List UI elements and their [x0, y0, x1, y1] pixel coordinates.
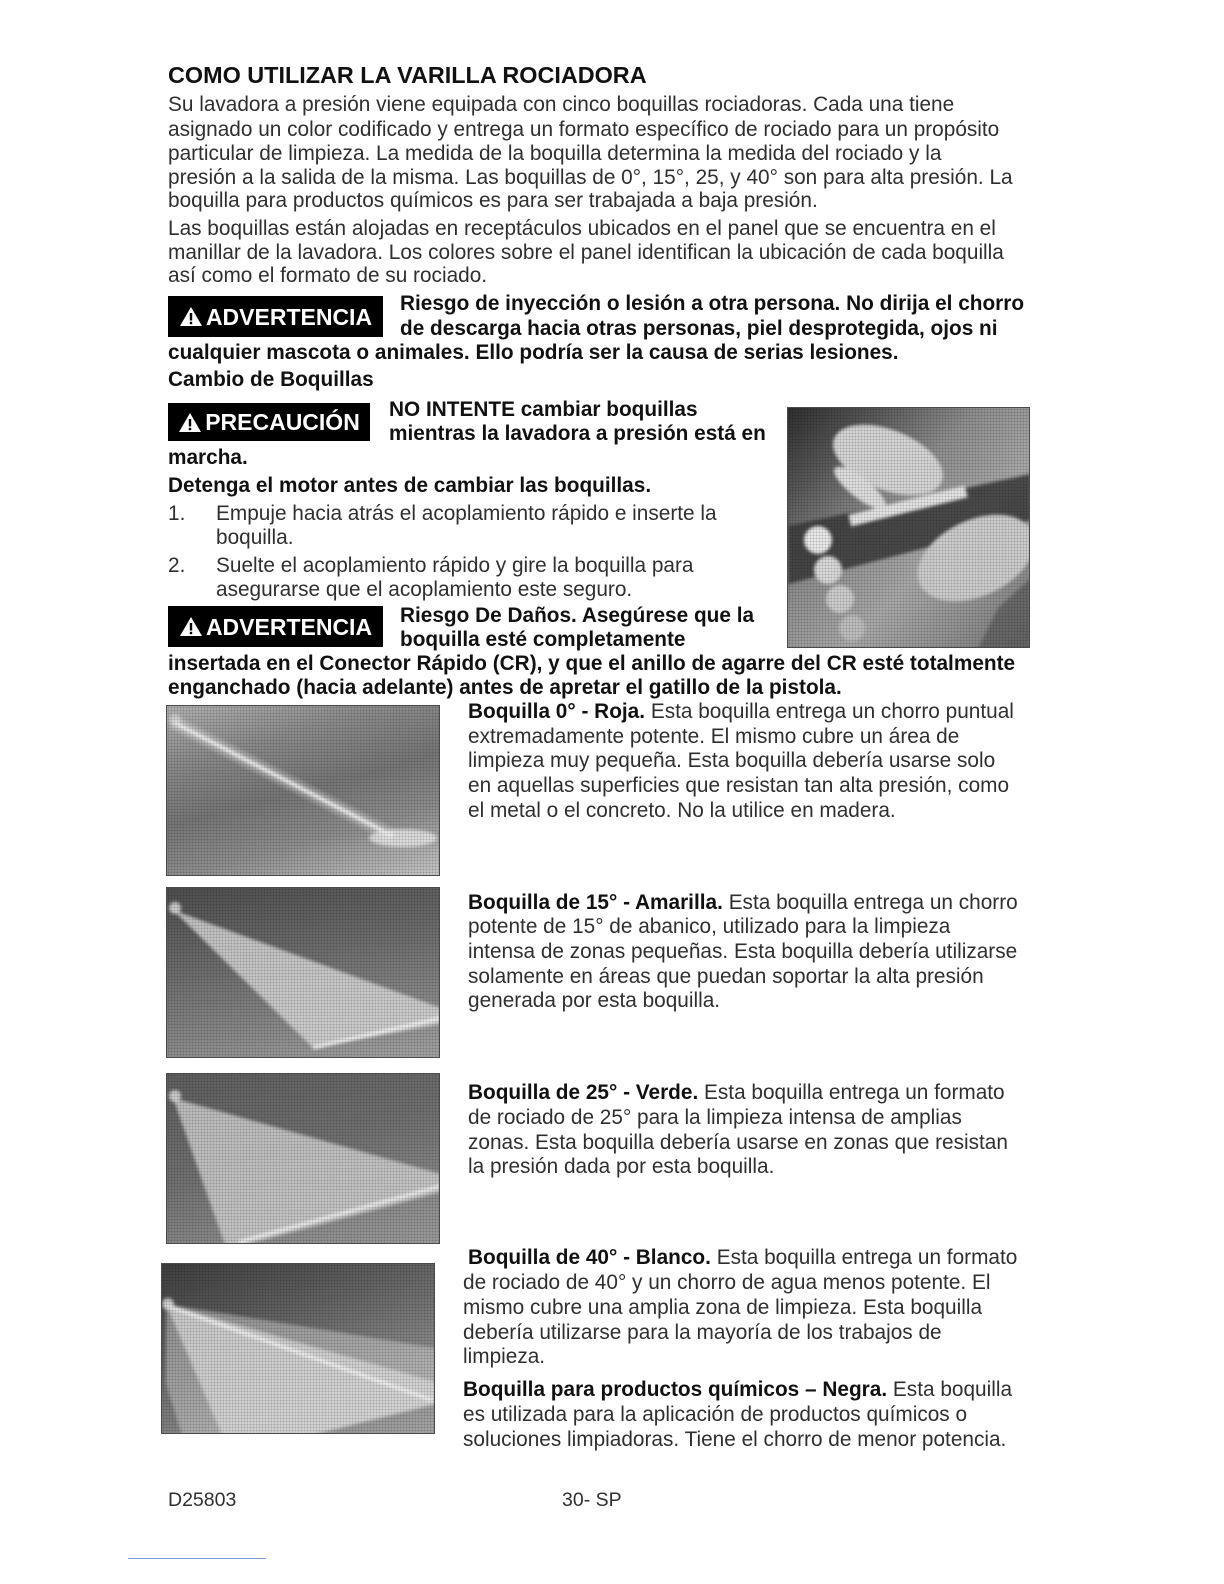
warning-label-text: ADVERTENCIA: [205, 303, 373, 330]
nozzle-title: Boquilla de 15° - Amarilla.: [468, 891, 723, 914]
caution-label-text: PRECAUCIÓN: [205, 409, 360, 435]
step-text-line: Suelte el acoplamiento rápido y gire la boquilla para: [216, 554, 694, 577]
nozzle-text-line: intensa de zonas pequeñas. Esta boquilla debería utilizarse: [468, 940, 1018, 963]
nozzle-text-line: limpieza.: [463, 1345, 546, 1368]
footer-rule: [128, 1558, 266, 1559]
nozzle-text-line: es utilizada para la aplicación de productos químicos o: [463, 1403, 968, 1426]
nozzle-text: Esta boquilla entrega un formato: [704, 1081, 1005, 1104]
nozzle-text-line: la presión dada por esta boquilla.: [468, 1155, 775, 1178]
page-title: COMO UTILIZAR LA VARILLA ROCIADORA: [168, 62, 647, 88]
step-number: 1.: [168, 502, 186, 525]
warning-text-line: de descarga hacia otras personas, piel desprotegida, ojos ni: [400, 317, 998, 340]
nozzle-text: Esta boquilla entrega un chorro: [728, 891, 1018, 914]
nozzle-text-line: soluciones limpiadoras. Tiene el chorro de menor potencia.: [463, 1428, 1007, 1451]
warning-text-line: Riesgo de inyección o lesión a otra persona. No dirija el chorro: [400, 292, 1025, 315]
nozzle-40-spray-photo: [161, 1263, 435, 1434]
nozzle-text-line: zonas. Esta boquilla debería usarse en zonas que resistan: [468, 1131, 1008, 1154]
caution-text-line: marcha.: [168, 446, 248, 469]
nozzle-text-line: debería utilizarse para la mayoría de los trabajos de: [463, 1321, 942, 1344]
page-number: 30- SP: [562, 1489, 622, 1511]
warning-text-line: enganchado (hacia adelante) antes de apretar el gatillo de la pistola.: [168, 676, 842, 699]
warning-label-text: ADVERTENCIA: [205, 613, 373, 640]
nozzle-text-line: el metal o el concreto. No la utilice en madera.: [468, 799, 896, 822]
warning-triangle-icon: [179, 306, 203, 327]
intro-line: boquilla para productos químicos es para ser trabajada a baja presión.: [168, 189, 818, 212]
nozzle-title: Boquilla para productos químicos – Negra.: [463, 1378, 888, 1401]
warning-triangle-icon: [178, 412, 202, 433]
nozzle-text-line: [468, 1081, 1005, 1105]
nozzle-text-line: mismo cubre una amplia zona de limpieza. Esta boquilla: [463, 1296, 983, 1319]
intro-line: Las boquillas están alojadas en receptáculos ubicados en el panel que se encuentra en el: [168, 217, 996, 240]
intro-line: manillar de la lavadora. Los colores sobre el panel identifican la ubicación de cada boquilla: [168, 241, 1004, 264]
nozzle-text-line: potente de 15° de abanico, utilizado para la limpieza: [468, 915, 951, 938]
nozzle-title: Boquilla de 40° - Blanco.: [468, 1246, 711, 1269]
warning-label: [168, 296, 383, 337]
warning-text-line: boquilla esté completamente: [400, 628, 686, 651]
caution-text-line: mientras la lavadora a presión está en: [389, 422, 766, 445]
intro-line: Su lavadora a presión viene equipada con cinco boquillas rociadoras. Cada una tiene: [168, 93, 955, 116]
nozzle-text-line: [468, 891, 1018, 915]
nozzle-25-spray-photo: [166, 1073, 440, 1244]
section-heading: Cambio de Boquillas: [168, 368, 374, 391]
nozzle-text-line: de rociado de 25° para la limpieza intensa de amplias: [468, 1106, 962, 1129]
intro-line: presión a la salida de la misma. Las boquillas de 0°, 15°, 25, y 40° son para alta presión. La: [168, 166, 1013, 189]
nozzle-text-line: limpieza muy pequeña. Esta boquilla debería usarse solo: [468, 749, 996, 772]
document-id: D25803: [168, 1489, 237, 1511]
warning-text-line: Riesgo De Daños. Asegúrese que la: [400, 604, 755, 627]
nozzle-text-line: en aquellas superficies que resistan tan alta presión, como: [468, 774, 1010, 797]
nozzle-text: Esta boquilla entrega un chorro puntual: [650, 700, 1014, 723]
step-text-line: Empuje hacia atrás el acoplamiento rápido e inserte la: [216, 502, 717, 525]
nozzle-text-line: generada por esta boquilla.: [468, 989, 721, 1012]
warning-text-line: insertada en el Conector Rápido (CR), y que el anillo de agarre del CR esté totalmente: [168, 652, 1016, 675]
warning-label: [168, 606, 383, 647]
step-text-line: asegurarse que el acoplamiento este seguro.: [216, 578, 633, 601]
nozzle-text: Esta boquilla: [892, 1378, 1013, 1401]
intro-line: asignado un color codificado y entrega un formato específico de rociado para un propósito: [168, 118, 1000, 141]
nozzle-text-line: de rociado de 40° y un chorro de agua menos potente. El: [463, 1271, 991, 1294]
nozzle-text: Esta boquilla entrega un formato: [716, 1246, 1018, 1269]
step-number: 2.: [168, 554, 186, 577]
intro-line: particular de limpieza. La medida de la boquilla determina la medida del rociado y la: [168, 142, 942, 165]
step-text-line: boquilla.: [216, 526, 294, 549]
stop-engine-note: Detenga el motor antes de cambiar las boquillas.: [168, 474, 652, 497]
intro-line: así como el formato de su rociado.: [168, 264, 488, 287]
nozzle-text-line: [463, 1378, 1012, 1402]
nozzle-change-photo: [787, 407, 1030, 648]
nozzle-0-spray-photo: [166, 705, 440, 876]
nozzle-text-line: solamente en áreas que puedan soportar la alta presión: [468, 965, 984, 988]
nozzle-15-spray-photo: [166, 887, 440, 1058]
warning-triangle-icon: [179, 616, 203, 637]
nozzle-text-line: extremadamente potente. El mismo cubre un área de: [468, 725, 960, 748]
nozzle-title: Boquilla de 25° - Verde.: [468, 1081, 699, 1104]
warning-text-line: cualquier mascota o animales. Ello podría ser la causa de serias lesiones.: [168, 341, 899, 364]
nozzle-text-line: [468, 700, 1014, 724]
nozzle-title: Boquilla 0° - Roja.: [468, 700, 646, 723]
caution-text-line: NO INTENTE cambiar boquillas: [389, 398, 698, 421]
nozzle-text-line: [468, 1246, 1017, 1270]
caution-label: [168, 403, 370, 441]
